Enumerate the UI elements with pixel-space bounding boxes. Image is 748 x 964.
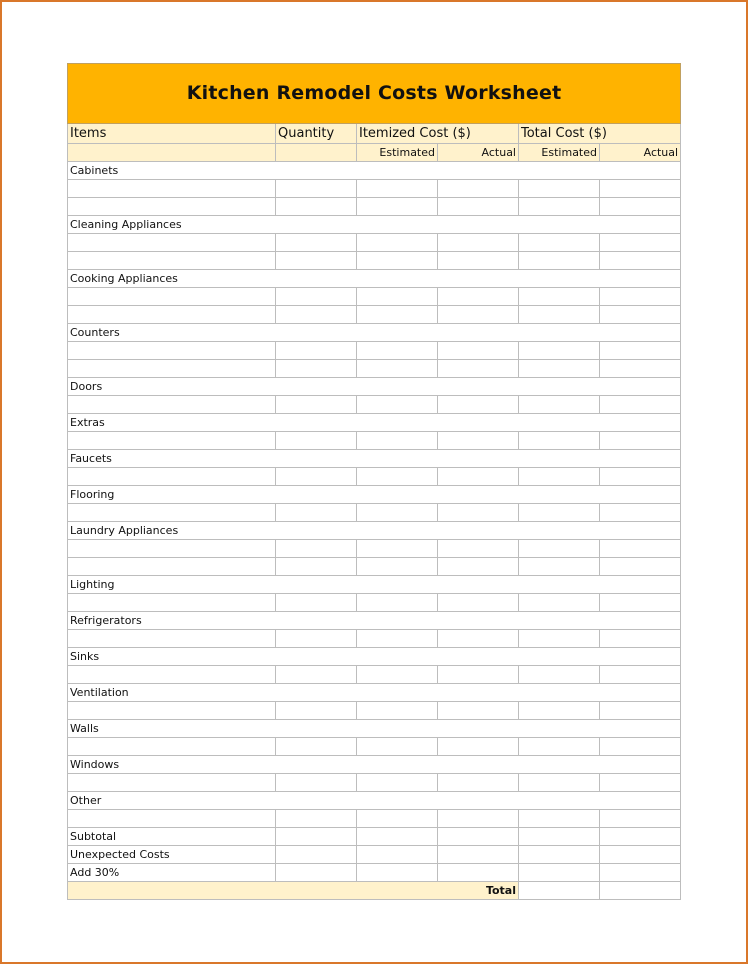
quantity-cell[interactable] <box>276 504 357 522</box>
item-cell[interactable] <box>68 306 276 324</box>
total-label: Total <box>68 882 519 900</box>
quantity-cell[interactable] <box>276 846 357 864</box>
total-estimated-cell[interactable] <box>519 828 600 846</box>
itemized-actual-cell[interactable] <box>438 630 519 648</box>
itemized-actual-cell[interactable] <box>438 252 519 270</box>
entry-row <box>68 504 681 522</box>
item-cell[interactable] <box>68 774 276 792</box>
total-estimated-cell[interactable] <box>519 342 600 360</box>
category-label: Laundry Appliances <box>68 522 681 540</box>
itemized-estimated-cell[interactable] <box>357 396 438 414</box>
itemized-estimated-cell[interactable] <box>357 702 438 720</box>
entry-row <box>68 630 681 648</box>
total-estimated-cell[interactable] <box>519 666 600 684</box>
item-cell[interactable] <box>68 432 276 450</box>
total-estimated-cell[interactable] <box>519 306 600 324</box>
category-label: Cabinets <box>68 162 681 180</box>
total-estimated-cell[interactable] <box>519 630 600 648</box>
category-row <box>68 216 681 234</box>
itemized-estimated-cell[interactable] <box>357 234 438 252</box>
itemized-actual-cell[interactable] <box>438 306 519 324</box>
quantity-cell[interactable] <box>276 396 357 414</box>
category-row <box>68 270 681 288</box>
category-row <box>68 522 681 540</box>
total-actual-cell[interactable] <box>600 234 681 252</box>
category-row <box>68 684 681 702</box>
itemized-estimated-header: Estimated <box>357 144 438 162</box>
itemized-actual-cell[interactable] <box>438 666 519 684</box>
entry-row <box>68 198 681 216</box>
category-row <box>68 162 681 180</box>
itemized-actual-cell[interactable] <box>438 702 519 720</box>
total-estimated-cell[interactable] <box>519 504 600 522</box>
category-row <box>68 378 681 396</box>
quantity-cell[interactable] <box>276 252 357 270</box>
total-estimated-cell[interactable] <box>519 468 600 486</box>
entry-row <box>68 306 681 324</box>
itemized-estimated-cell[interactable] <box>357 198 438 216</box>
quantity-cell[interactable] <box>276 630 357 648</box>
entry-row <box>68 702 681 720</box>
total-estimated-header: Estimated <box>519 144 600 162</box>
summary-label: Unexpected Costs <box>68 846 276 864</box>
header-row <box>68 124 681 144</box>
itemized-estimated-cell[interactable] <box>357 432 438 450</box>
entry-row <box>68 360 681 378</box>
total-estimated-cell[interactable] <box>519 810 600 828</box>
item-cell[interactable] <box>68 810 276 828</box>
item-cell[interactable] <box>68 360 276 378</box>
total-cost-header: Total Cost ($) <box>519 124 681 144</box>
entry-row <box>68 540 681 558</box>
entry-row <box>68 558 681 576</box>
category-row <box>68 414 681 432</box>
entry-row <box>68 810 681 828</box>
worksheet-title: Kitchen Remodel Costs Worksheet <box>68 64 681 124</box>
total-estimated-cell[interactable] <box>519 288 600 306</box>
total-estimated-cell[interactable] <box>519 558 600 576</box>
total-actual-cell[interactable] <box>600 252 681 270</box>
itemized-actual-cell[interactable] <box>438 360 519 378</box>
total-actual-cell[interactable] <box>600 738 681 756</box>
category-row <box>68 486 681 504</box>
itemized-estimated-cell[interactable] <box>357 306 438 324</box>
worksheet <box>67 63 680 900</box>
quantity-cell[interactable] <box>276 180 357 198</box>
category-label: Other <box>68 792 681 810</box>
category-row <box>68 792 681 810</box>
itemized-cost-header: Itemized Cost ($) <box>357 124 519 144</box>
category-label: Cleaning Appliances <box>68 216 681 234</box>
itemized-estimated-cell[interactable] <box>357 288 438 306</box>
item-cell[interactable] <box>68 666 276 684</box>
item-cell[interactable] <box>68 342 276 360</box>
total-actual-cell[interactable] <box>600 702 681 720</box>
itemized-estimated-cell[interactable] <box>357 540 438 558</box>
itemized-actual-cell[interactable] <box>438 774 519 792</box>
category-label: Refrigerators <box>68 612 681 630</box>
quantity-cell[interactable] <box>276 702 357 720</box>
entry-row <box>68 594 681 612</box>
entry-row <box>68 666 681 684</box>
entry-row <box>68 738 681 756</box>
category-label: Doors <box>68 378 681 396</box>
itemized-actual-cell[interactable] <box>438 468 519 486</box>
category-label: Cooking Appliances <box>68 270 681 288</box>
title-row <box>68 64 681 124</box>
category-row <box>68 612 681 630</box>
quantity-subheader <box>276 144 357 162</box>
total-actual-cell[interactable] <box>600 540 681 558</box>
itemized-actual-cell[interactable] <box>438 180 519 198</box>
entry-row <box>68 342 681 360</box>
itemized-estimated-cell[interactable] <box>357 468 438 486</box>
total-actual-cell[interactable] <box>600 630 681 648</box>
item-cell[interactable] <box>68 594 276 612</box>
itemized-estimated-cell[interactable] <box>357 180 438 198</box>
total-estimated-cell[interactable] <box>519 252 600 270</box>
total-estimated-cell[interactable] <box>519 738 600 756</box>
summary-row <box>68 864 681 882</box>
summary-label: Subtotal <box>68 828 276 846</box>
itemized-actual-cell[interactable] <box>438 540 519 558</box>
total-actual-cell[interactable] <box>600 198 681 216</box>
total-estimated-cell[interactable] <box>519 198 600 216</box>
itemized-actual-cell[interactable] <box>438 288 519 306</box>
itemized-actual-cell[interactable] <box>438 234 519 252</box>
item-cell[interactable] <box>68 198 276 216</box>
total-estimated-cell[interactable] <box>519 360 600 378</box>
item-cell[interactable] <box>68 702 276 720</box>
total-actual-cell[interactable] <box>600 288 681 306</box>
quantity-cell[interactable] <box>276 738 357 756</box>
total-estimated-cell[interactable] <box>519 846 600 864</box>
total-actual-cell[interactable] <box>600 504 681 522</box>
itemized-actual-cell[interactable] <box>438 828 519 846</box>
total-actual-cell[interactable] <box>600 558 681 576</box>
item-cell[interactable] <box>68 252 276 270</box>
itemized-estimated-cell[interactable] <box>357 666 438 684</box>
quantity-cell[interactable] <box>276 342 357 360</box>
entry-row <box>68 288 681 306</box>
total-actual-cell[interactable] <box>600 468 681 486</box>
entry-row <box>68 252 681 270</box>
summary-label: Add 30% <box>68 864 276 882</box>
item-cell[interactable] <box>68 288 276 306</box>
total-estimated-cell[interactable] <box>519 882 600 900</box>
itemized-actual-cell[interactable] <box>438 594 519 612</box>
cost-table <box>67 63 681 900</box>
item-cell[interactable] <box>68 630 276 648</box>
total-estimated-cell[interactable] <box>519 540 600 558</box>
total-actual-cell[interactable] <box>600 828 681 846</box>
itemized-actual-cell[interactable] <box>438 432 519 450</box>
item-cell[interactable] <box>68 540 276 558</box>
itemized-estimated-cell[interactable] <box>357 810 438 828</box>
total-actual-cell[interactable] <box>600 306 681 324</box>
category-label: Counters <box>68 324 681 342</box>
itemized-estimated-cell[interactable] <box>357 864 438 882</box>
itemized-estimated-cell[interactable] <box>357 558 438 576</box>
quantity-cell[interactable] <box>276 810 357 828</box>
category-row <box>68 648 681 666</box>
category-row <box>68 324 681 342</box>
subheader-row <box>68 144 681 162</box>
quantity-cell[interactable] <box>276 558 357 576</box>
quantity-cell[interactable] <box>276 828 357 846</box>
summary-row <box>68 846 681 864</box>
quantity-cell[interactable] <box>276 432 357 450</box>
quantity-cell[interactable] <box>276 360 357 378</box>
item-cell[interactable] <box>68 738 276 756</box>
itemized-estimated-cell[interactable] <box>357 252 438 270</box>
total-estimated-cell[interactable] <box>519 234 600 252</box>
items-subheader <box>68 144 276 162</box>
category-label: Walls <box>68 720 681 738</box>
quantity-header: Quantity <box>276 124 357 144</box>
total-actual-header: Actual <box>600 144 681 162</box>
category-label: Faucets <box>68 450 681 468</box>
category-label: Windows <box>68 756 681 774</box>
category-label: Ventilation <box>68 684 681 702</box>
total-estimated-cell[interactable] <box>519 432 600 450</box>
total-actual-cell[interactable] <box>600 432 681 450</box>
total-actual-cell[interactable] <box>600 774 681 792</box>
entry-row <box>68 396 681 414</box>
itemized-estimated-cell[interactable] <box>357 630 438 648</box>
itemized-actual-header: Actual <box>438 144 519 162</box>
category-row <box>68 756 681 774</box>
entry-row <box>68 468 681 486</box>
item-cell[interactable] <box>68 558 276 576</box>
total-estimated-cell[interactable] <box>519 774 600 792</box>
category-row <box>68 576 681 594</box>
quantity-cell[interactable] <box>276 234 357 252</box>
entry-row <box>68 432 681 450</box>
itemized-estimated-cell[interactable] <box>357 846 438 864</box>
quantity-cell[interactable] <box>276 666 357 684</box>
total-actual-cell[interactable] <box>600 846 681 864</box>
item-cell[interactable] <box>68 180 276 198</box>
total-actual-cell[interactable] <box>600 594 681 612</box>
quantity-cell[interactable] <box>276 540 357 558</box>
total-row <box>68 882 681 900</box>
total-estimated-cell[interactable] <box>519 594 600 612</box>
total-actual-cell[interactable] <box>600 810 681 828</box>
itemized-actual-cell[interactable] <box>438 864 519 882</box>
itemized-actual-cell[interactable] <box>438 198 519 216</box>
total-actual-cell[interactable] <box>600 864 681 882</box>
total-estimated-cell[interactable] <box>519 396 600 414</box>
item-cell[interactable] <box>68 396 276 414</box>
quantity-cell[interactable] <box>276 198 357 216</box>
itemized-actual-cell[interactable] <box>438 558 519 576</box>
entry-row <box>68 180 681 198</box>
category-label: Extras <box>68 414 681 432</box>
itemized-actual-cell[interactable] <box>438 846 519 864</box>
quantity-cell[interactable] <box>276 774 357 792</box>
total-actual-cell[interactable] <box>600 360 681 378</box>
itemized-actual-cell[interactable] <box>438 504 519 522</box>
entry-row <box>68 774 681 792</box>
category-label: Flooring <box>68 486 681 504</box>
entry-row <box>68 234 681 252</box>
category-label: Lighting <box>68 576 681 594</box>
itemized-estimated-cell[interactable] <box>357 504 438 522</box>
itemized-actual-cell[interactable] <box>438 810 519 828</box>
total-actual-cell[interactable] <box>600 666 681 684</box>
total-estimated-cell[interactable] <box>519 864 600 882</box>
itemized-estimated-cell[interactable] <box>357 738 438 756</box>
summary-row <box>68 828 681 846</box>
total-actual-cell[interactable] <box>600 342 681 360</box>
quantity-cell[interactable] <box>276 468 357 486</box>
total-estimated-cell[interactable] <box>519 702 600 720</box>
item-cell[interactable] <box>68 504 276 522</box>
itemized-actual-cell[interactable] <box>438 396 519 414</box>
total-actual-cell[interactable] <box>600 396 681 414</box>
category-label: Sinks <box>68 648 681 666</box>
category-row <box>68 720 681 738</box>
itemized-actual-cell[interactable] <box>438 342 519 360</box>
quantity-cell[interactable] <box>276 288 357 306</box>
item-cell[interactable] <box>68 468 276 486</box>
item-cell[interactable] <box>68 234 276 252</box>
itemized-actual-cell[interactable] <box>438 738 519 756</box>
itemized-estimated-cell[interactable] <box>357 594 438 612</box>
itemized-estimated-cell[interactable] <box>357 360 438 378</box>
total-estimated-cell[interactable] <box>519 180 600 198</box>
total-actual-cell[interactable] <box>600 882 681 900</box>
itemized-estimated-cell[interactable] <box>357 342 438 360</box>
total-actual-cell[interactable] <box>600 180 681 198</box>
quantity-cell[interactable] <box>276 864 357 882</box>
quantity-cell[interactable] <box>276 306 357 324</box>
items-header: Items <box>68 124 276 144</box>
itemized-estimated-cell[interactable] <box>357 828 438 846</box>
itemized-estimated-cell[interactable] <box>357 774 438 792</box>
quantity-cell[interactable] <box>276 594 357 612</box>
category-row <box>68 450 681 468</box>
